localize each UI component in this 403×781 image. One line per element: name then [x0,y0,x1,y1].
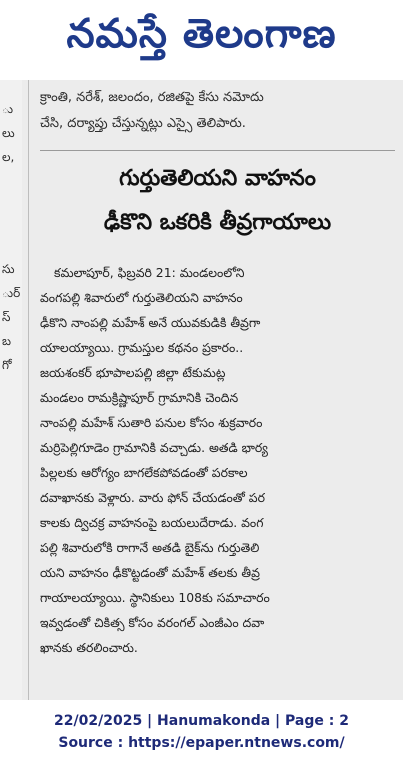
page-footer [0,710,403,754]
adjacent-column-strip [0,80,22,700]
fragment-text: స్ [2,310,11,324]
previous-article-line: చేసి, దర్యాప్తు చేస్తున్నట్లు ఎస్సై తెలిపారు. [40,116,246,131]
previous-article-line: క్రాంతి, నరేశ్, జలందం, రజితపై కేసు నమోదు [40,90,264,105]
article-body-line: ఢీకొని నాంపల్లి మహేశ్ అనే యువకుడికి తీవ్రగా [40,315,261,330]
article-headline-line: గుర్తుతెలియని వాహనం [119,166,316,191]
fragment-text: లు [2,126,15,140]
article-body-line: పల్లి శివారులోకి రాగానే అతడి బైక్‌ను గుర్తుతెలి [40,540,260,555]
footer-date-edition: 22/02/2025 | Hanumakonda | Page : 2 [54,713,349,729]
article-body-line: జయశంకర్ భూపాలపల్లి జిల్లా టేకుమట్ల [40,365,226,380]
article-headline-line: ఢీకొని ఒకరికి తీవ్రగాయాలు [103,210,332,235]
article-body-line: మర్రిపెల్లిగూడెం గ్రామానికి వచ్చాడు. అతడి భార్య [40,440,268,455]
masthead [0,0,403,78]
fragment-text: గో [2,358,12,372]
article-body-line: దవాఖానకు వెళ్లారు. వారు ఫోన్ చేయడంతో పర [40,490,265,505]
masthead-title: నమస్తే తెలంగాణ [66,11,337,57]
article-body-line: మండలం రామక్రిష్ణాపూర్ గ్రామానికి చెందిన [40,390,239,405]
newspaper-clipping [0,80,403,700]
fragment-text: ుర్ [2,286,21,300]
article-body-line: నాంపల్లి మహేశ్ సుతారి పనుల కోసం శుక్రవారం [40,415,263,430]
article-body-line: పిల్లలకు ఆరోగ్యం బాగలేకపోవడంతో పరకాల [40,465,248,480]
section-divider [40,150,395,151]
article-body [40,260,395,660]
article-body-line: కమలాపూర్, ఫిబ్రవరి 21: మండలంలోని [54,265,245,280]
article-body-line: వంగపల్లి శివారులో గుర్తుతెలియని వాహనం [40,290,243,305]
fragment-text: ు [2,102,14,116]
article-body-line: ఖానకు తరలించారు. [40,640,138,655]
fragment-text: ల, [2,150,15,164]
article-body-line: గాయాలయ్యాయి. స్థానికులు 108కు సమాచారం [40,590,270,605]
column-divider [28,80,29,700]
article-body-line: యాలయ్యాయి. గ్రామస్తుల కథనం ప్రకారం.. [40,340,244,355]
article-body-line: కాలకు ద్విచక్ర వాహనంపై బయలుదేరాడు. వంగ [40,515,264,530]
article-body-line: ఇవ్వడంతో చికిత్స కోసం వరంగల్ ఎంజీఎం దవా [40,615,265,630]
fragment-text: బ [2,334,12,348]
fragment-text: సు [2,262,15,276]
article-body-line: యని వాహనం ఢీకొట్టడంతో మహేశ్ తలకు తీవ్ర [40,565,260,580]
footer-source: Source : https://epaper.ntnews.com/ [58,735,345,751]
